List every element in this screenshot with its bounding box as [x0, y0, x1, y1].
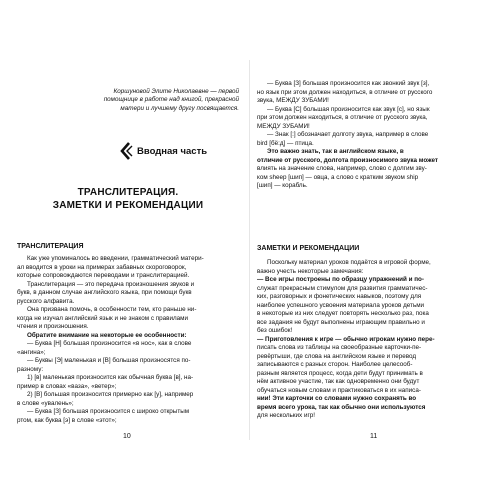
- section-heading: [119, 142, 239, 160]
- text-line: — Приготовления к игре — обычно игрокам нужно пере-: [257, 335, 435, 343]
- text-line: Это важно знать, так в английском языке, в: [267, 148, 404, 155]
- right-page: [257, 62, 483, 442]
- text-line: ревёртыши, где слова на английском языке и перевод: [257, 352, 417, 360]
- text-line: все задания не будут выполнены играющим правильно и: [257, 318, 425, 326]
- text-line: звука, МЕЖДУ ЗУБАМИ!: [257, 97, 329, 104]
- right-body-text: [257, 259, 483, 421]
- text-line: ал вводится в уроки на примерах забавных скороговорок,: [17, 263, 187, 271]
- text-line: ких, разговорных и фонетических навыков, поэтому для: [257, 293, 422, 300]
- text-line: [шип] — корабль.: [257, 182, 308, 189]
- page-gutter: [249, 60, 250, 440]
- text-line: — Знак [:] обозначает долготу звука, например в слове: [267, 131, 429, 138]
- chapter-title-line: ТРАНСЛИТЕРАЦИЯ.: [77, 187, 179, 198]
- text-line: разным является процесс, когда дети будут принимать в: [257, 369, 423, 377]
- left-page: [17, 62, 239, 442]
- text-line: для нескольких игр!: [257, 412, 316, 419]
- text-line: — Буквы [Э] маленькая и [В] большая произносятся по-: [27, 357, 191, 364]
- chevron-ornament-icon: [119, 142, 133, 160]
- dedication-line: помощнице в работе над книгой, прекрасной: [103, 96, 239, 104]
- text-line: — Все игры построены по образцу упражнений и по-: [257, 276, 424, 283]
- text-line: Как уже упоминалось во введении, грамматический матери-: [27, 255, 204, 262]
- text-line: русского алфавита.: [17, 297, 75, 305]
- dedication-line: Коршуновой Элите Николаевне — первой: [113, 88, 239, 95]
- text-line: — Буква [З] большая произносится с широко открытым: [27, 408, 190, 415]
- text-line: — Буква [З] большая произносится как звонкий звук [з],: [267, 80, 430, 87]
- text-line: в слове «увалень»;: [17, 399, 74, 407]
- subheading: ТРАНСЛИТЕРАЦИЯ: [17, 243, 84, 250]
- text-line: 1) [в] маленькая произносится как обычная буква [в], на-: [27, 374, 194, 381]
- text-line: ртом, как буква [э] в слове «этот»;: [17, 416, 117, 424]
- text-line: без ошибок!: [257, 327, 293, 334]
- text-line: «ангина»;: [17, 348, 46, 356]
- text-line: букв, в данном случае английского языка, при помощи букв: [17, 289, 192, 296]
- text-line: влиять на значение слова, например, слово с долгим зву-: [257, 165, 427, 172]
- text-line: Транслитерация — это передача произношения звуков и: [27, 280, 195, 288]
- text-line: 2) [В] большая произносится примерно как [у], например: [27, 391, 194, 398]
- text-line: ком sheep [шип] — овца, а слово с кратким звуком ship: [257, 173, 419, 181]
- text-line: отличие от русского, долгота произносимого звука может: [257, 156, 438, 164]
- text-line: Обратите внимание на некоторые ее особенности:: [27, 331, 187, 339]
- text-line: пример в словах «ваза», «ветер»;: [17, 382, 117, 390]
- page-number: 11: [370, 433, 378, 440]
- text-line: время всего урока, так как обычно они используются: [257, 403, 426, 411]
- text-line: но язык при этом должен находиться, в отличие от русского: [257, 88, 433, 96]
- text-line: нии! Эти карточки со словами нужно сохранять во: [257, 395, 417, 402]
- text-line: чтения и произношения.: [17, 323, 89, 330]
- page-number: 10: [123, 433, 131, 440]
- text-line: — Буква [С] большая произносится как звук [с], но язык: [267, 105, 430, 113]
- section-heading-text: Вводная часть: [137, 146, 208, 157]
- chapter-title: [17, 186, 239, 212]
- text-line: записываются с разных сторон. Наиболее целесооб-: [257, 361, 413, 368]
- right-top-text: [257, 80, 483, 191]
- text-line: в некоторые из них следует повторять несколько раз, пока: [257, 310, 429, 317]
- dedication-line: матери и лучшему другу посвящается.: [120, 104, 239, 112]
- text-line: важно учесть некоторые замечания:: [257, 267, 364, 275]
- dedication: [81, 88, 239, 113]
- subheading: ЗАМЕТКИ И РЕКОМЕНДАЦИИ: [257, 245, 360, 252]
- text-line: bird [бё:д] — птица.: [257, 139, 314, 147]
- chapter-title-line: ЗАМЕТКИ И РЕКОМЕНДАЦИИ: [52, 200, 204, 211]
- text-line: обучаться новым словам и практиковаться в их написа-: [257, 386, 421, 394]
- text-line: которые сопровождаются переводами и транслитерацией.: [17, 272, 190, 279]
- text-line: нём активное участие, так как одновременно они будут: [257, 378, 420, 385]
- text-line: МЕЖДУ ЗУБАМИ!: [257, 122, 310, 130]
- text-line: наиболее успешного усвоения материала уроков детьми: [257, 301, 425, 309]
- text-line: при этом должен находиться, в отличие от русского звука,: [257, 114, 428, 121]
- left-body-text: [17, 255, 239, 425]
- text-line: когда не изучал английский язык и не знаком с правилами: [17, 314, 189, 322]
- text-line: Она призвана помочь, в особенности тем, кто раньше ни-: [27, 306, 197, 313]
- text-line: писать слова из таблицы на своеобразные карточки-пе-: [257, 344, 422, 351]
- text-line: — Буква [Н] большая произносится «в нос», как в слове: [27, 340, 192, 347]
- text-line: разному:: [17, 365, 44, 373]
- text-line: Поскольку материал уроков подаётся в игровой форме,: [267, 259, 431, 266]
- text-line: служат прекрасным стимулом для развития грамматичес-: [257, 284, 428, 292]
